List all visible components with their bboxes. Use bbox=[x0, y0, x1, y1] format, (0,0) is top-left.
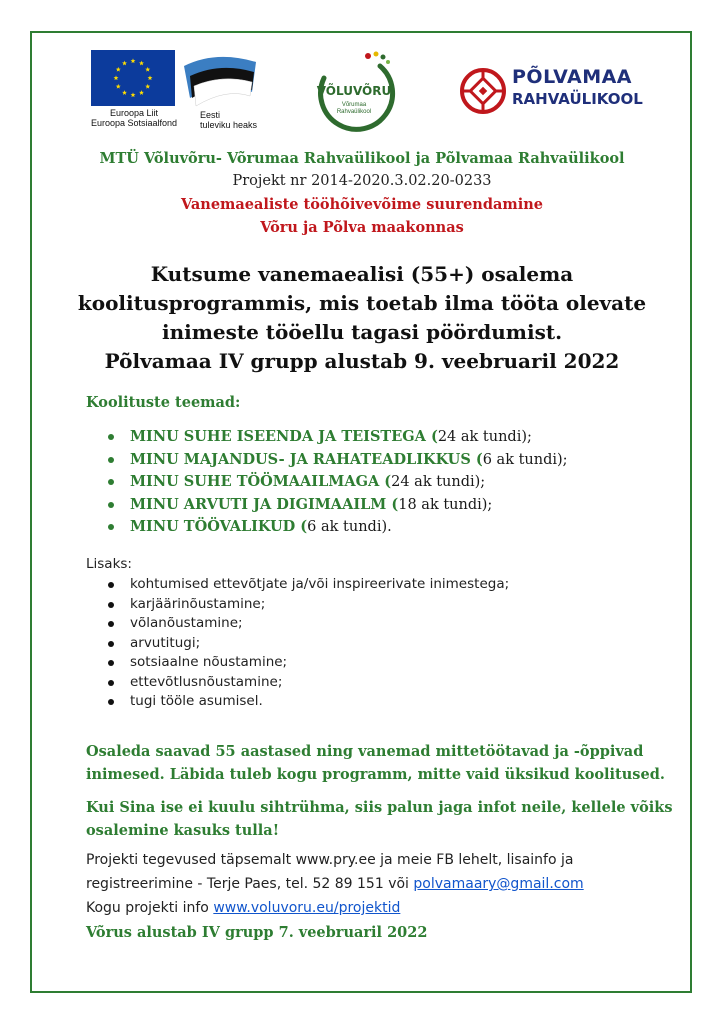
estonia-swoosh-logo bbox=[180, 48, 260, 110]
extras-heading: Lisaks: bbox=[86, 556, 132, 572]
bullet-icon bbox=[108, 434, 114, 440]
bullet-icon bbox=[108, 524, 114, 530]
polvamaa-name: PÕLVAMAA bbox=[512, 66, 633, 88]
polvamaa-subtitle: RAHVAÜLIKOOL bbox=[512, 90, 643, 108]
headline-line: Kutsume vanemaealisi (55+) osalema bbox=[150, 262, 574, 286]
contact-info bbox=[86, 848, 686, 920]
eligibility-paragraph: Osaleda saavad 55 aastased ning vanemad mittetöötavad ja -õppivad inimesed. Läbida tuleb kogu programm, mitte vaid üksikud koolitused. bbox=[86, 743, 665, 783]
logo-row bbox=[88, 48, 648, 138]
info-line3: Kogu projekti info www.voluvoru.eu/projektid bbox=[86, 900, 401, 916]
extra-item: võlanõustamine; bbox=[108, 615, 509, 635]
extra-item: arvutitugi; bbox=[108, 635, 509, 655]
topic-item: MINU TÖÖVALIKUD (6 ak tundi). bbox=[108, 518, 568, 541]
bullet-icon bbox=[108, 660, 114, 666]
voru-start-note: Võrus alustab IV grupp 7. veebruaril 2022 bbox=[86, 924, 428, 941]
topic-item: MINU SUHE TÖÖMAAILMAGA (24 ak tundi); bbox=[108, 473, 568, 496]
bullet-icon bbox=[108, 582, 114, 588]
bullet-icon bbox=[108, 621, 114, 627]
organization-name: MTÜ Võluvõru- Võrumaa Rahvaülikool ja Põlvamaa Rahvaülikool bbox=[99, 150, 625, 167]
info-line2: registreerimine - Terje Paes, tel. 52 89 151 või polvamaary@gmail.com bbox=[86, 876, 584, 892]
topics-heading: Koolituste teemad: bbox=[86, 394, 241, 411]
email-link[interactable]: polvamaary@gmail.com bbox=[413, 876, 584, 892]
voluvoru-subtitle bbox=[314, 102, 394, 116]
bullet-icon bbox=[108, 699, 114, 705]
bullet-icon bbox=[108, 641, 114, 647]
topic-item: MINU MAJANDUS- JA RAHATEADLIKKUS (6 ak tundi); bbox=[108, 451, 568, 474]
extra-item: tugi tööle asumisel. bbox=[108, 693, 509, 713]
extra-item: sotsiaalne nõustamine; bbox=[108, 654, 509, 674]
eu-caption-line2: Euroopa Sotsiaalfond bbox=[90, 118, 178, 128]
extras-list bbox=[108, 576, 509, 713]
bullet-icon bbox=[108, 457, 114, 463]
topic-item: MINU SUHE ISEENDA JA TEISTEGA (24 ak tundi); bbox=[108, 428, 568, 451]
eu-caption bbox=[88, 108, 180, 128]
extra-item: karjäärinõustamine; bbox=[108, 596, 509, 616]
headline-line: Põlvamaa IV grupp alustab 9. veebruaril 2022 bbox=[104, 349, 620, 373]
share-paragraph: Kui Sina ise ei kuulu sihtrühma, siis palun jaga infot neile, kellele võiks osalemine kasuks tulla! bbox=[86, 799, 673, 839]
extra-item: ettevõtlusnõustamine; bbox=[108, 674, 509, 694]
estonia-caption-line1: Eesti bbox=[200, 110, 221, 120]
bullet-icon bbox=[108, 680, 114, 686]
topic-item: MINU ARVUTI JA DIGIMAAILM (18 ak tundi); bbox=[108, 496, 568, 519]
polvamaa-ornament-logo bbox=[460, 68, 506, 114]
estonia-caption bbox=[200, 110, 260, 130]
headline-line: inimeste tööellu tagasi pöördumist. bbox=[161, 320, 563, 344]
extra-item: kohtumised ettevõtjate ja/või inspireerivate inimestega; bbox=[108, 576, 509, 596]
headline bbox=[40, 260, 684, 376]
bullet-icon bbox=[108, 479, 114, 485]
voluvoru-name: VÕLUVÕRU bbox=[316, 84, 392, 98]
estonia-caption-line2: tuleviku heaks bbox=[200, 120, 258, 130]
bullet-icon bbox=[108, 602, 114, 608]
info-line1: Projekti tegevused täpsemalt www.pry.ee ja meie FB lehelt, lisainfo ja bbox=[86, 852, 574, 868]
eu-flag-logo bbox=[91, 50, 175, 106]
voluvoru-sub-line1: Võrumaa bbox=[341, 102, 367, 108]
project-title: Vanemaealiste tööhõivevõime suurendamine bbox=[180, 196, 544, 213]
voluvoru-sub-line2: Rahvaülikool bbox=[336, 109, 372, 115]
headline-line: koolitusprogrammis, mis toetab ilma tööta olevate bbox=[77, 291, 647, 315]
project-number: Projekt nr 2014-2020.3.02.20-0233 bbox=[232, 173, 492, 189]
eu-caption-line1: Euroopa Liit bbox=[109, 108, 159, 118]
bullet-icon bbox=[108, 502, 114, 508]
project-url-link[interactable]: www.voluvoru.eu/projektid bbox=[213, 900, 401, 916]
project-region: Võru ja Põlva maakonnas bbox=[260, 219, 464, 236]
topics-list bbox=[108, 428, 568, 541]
